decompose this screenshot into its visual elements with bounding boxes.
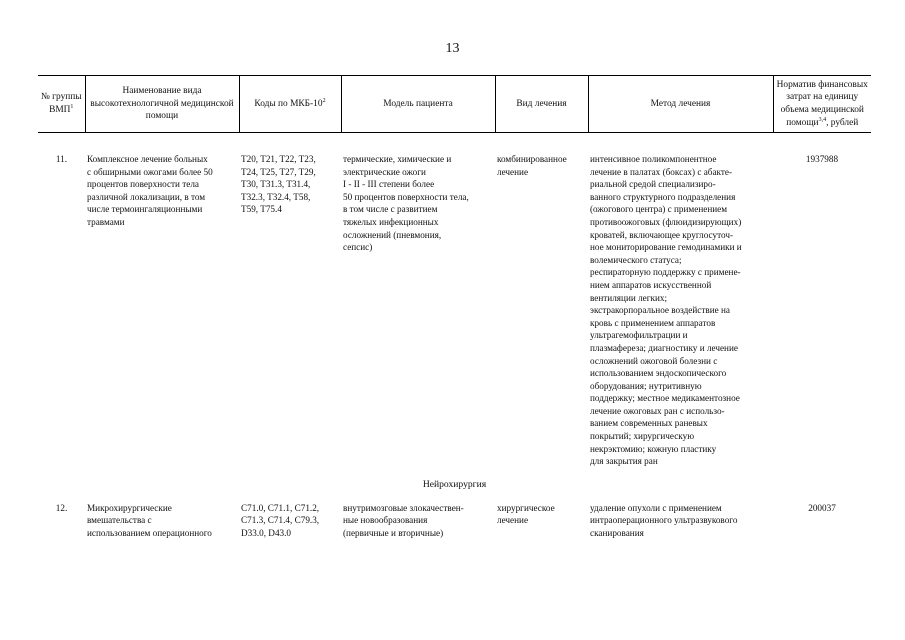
header-group-no: № группы ВМП$^1$ — [38, 76, 85, 133]
type-name — [85, 153, 239, 468]
treatment-type — [495, 153, 588, 468]
cell-line: использованием эндоскопического — [590, 368, 727, 379]
cell-line: T59, T75.4 — [241, 204, 282, 215]
cell-line: 50 процентов поверхности тела, — [343, 191, 469, 202]
cell-line: числе термоингаляционными — [87, 204, 203, 215]
cell-line: вентиляции легких; — [590, 292, 668, 303]
cell-line: C71.3, C71.4, C79.3, — [241, 515, 320, 526]
table-row — [38, 502, 871, 540]
cell-line: с обширными ожогами более 50 — [87, 166, 213, 177]
icd-codes — [239, 153, 341, 468]
cell-line: лечение — [497, 166, 529, 177]
cell-line: T32.3, T32.4, T58, — [241, 191, 311, 202]
cell-line: сепсис) — [343, 242, 373, 253]
patient-model — [341, 153, 495, 468]
cell-line: респираторную поддержку с примене- — [590, 267, 741, 278]
icd-codes — [239, 502, 341, 540]
cell-line: травмами — [87, 216, 125, 227]
cell-line: вмешательства с — [87, 515, 152, 526]
cell-line: поддержку; местное медикаментозное — [590, 393, 740, 404]
cell-line: интраоперационного ультразвукового — [590, 515, 738, 526]
header-cost-norm: Норматив финансовых затрат на единицу объема медицинской помощи$^{3,4}$, рублей — [773, 76, 871, 133]
type-name — [85, 502, 239, 540]
cell-line: в том числе с развитием — [343, 204, 438, 215]
cell-line: нием аппаратов искусственной — [590, 279, 712, 290]
table-row — [38, 153, 871, 468]
treatment-method — [588, 153, 773, 468]
cell-line: (ожогового центра) с применением — [590, 204, 728, 215]
cell-line: лечение ожоговых ран с использо- — [590, 405, 725, 416]
cell-line: осложнений ожоговой болезни с — [590, 355, 718, 366]
vmp-table — [38, 75, 871, 540]
cell-line: внутримозговые злокачествен- — [343, 502, 464, 513]
cell-line: покрытий; хирургическую — [590, 431, 695, 442]
cell-line: кровь с применением аппаратов — [590, 317, 716, 328]
cell-line: процентов поверхности тела — [87, 179, 199, 190]
cell-line: ванием современных раневых — [590, 418, 708, 429]
header-row — [38, 76, 871, 133]
cell-line: тяжелых инфекционных — [343, 216, 439, 227]
cell-line: T24, T25, T27, T29, — [241, 166, 316, 177]
cell-line: экстракорпоральное воздействие на — [590, 305, 730, 316]
cost-norm: 1937988 — [805, 154, 839, 164]
cell-line: Микрохирургические — [87, 502, 172, 513]
cell-line: оборудования; нутритивную — [590, 380, 702, 391]
treatment-type — [495, 502, 588, 540]
cell-line: C71.0, C71.1, C71.2, — [241, 502, 320, 513]
cell-line: лечение в палатах (боксах) с абакте- — [590, 166, 733, 177]
cell-line: ванного структурного подразделения — [590, 191, 736, 202]
cell-line: I - II - III степени более — [343, 179, 435, 190]
cell-line: хирургическое — [497, 502, 555, 513]
cell-line: использованием операционного — [87, 528, 212, 539]
cell-line: (первичные и вторичные) — [343, 528, 444, 539]
cell-line: кроватей, включающее круглосуточ- — [590, 229, 734, 240]
cell-line: осложнений (пневмония, — [343, 229, 442, 240]
cell-line: удаление опухоли с применением — [590, 502, 722, 513]
cell-line: T20, T21, T22, T23, — [241, 154, 316, 164]
cost-norm: 200037 — [808, 502, 836, 513]
cell-line: интенсивное поликомпонентное — [590, 154, 717, 164]
cell-line: ное мониторирование гемодинамики и — [590, 242, 742, 253]
cell-line: D33.0, D43.0 — [241, 528, 292, 539]
cell-line: различной локализации, в том — [87, 191, 206, 202]
section-title: Нейрохирургия — [422, 478, 487, 490]
group-no: 11. — [55, 154, 68, 164]
cell-line: термические, химические и — [343, 154, 452, 164]
cell-line: риальной средой специализиро- — [590, 179, 716, 190]
cell-line: для закрытия ран — [590, 456, 658, 467]
cell-line: электрические ожоги — [343, 166, 426, 177]
group-no: 12. — [55, 502, 68, 513]
cell-line: T30, T31.3, T31.4, — [241, 179, 311, 190]
header-patient-model: Модель пациента — [341, 76, 495, 133]
cell-line: Комплексное лечение больных — [87, 154, 208, 164]
header-type-name: Наименование вида высокотехнологичной медицинской помощи — [85, 76, 239, 133]
cell-line: некрэктомию; кожную пластику — [590, 443, 717, 454]
header-treatment-type: Вид лечения — [495, 76, 588, 133]
cell-line: сканирования — [590, 528, 644, 539]
cell-line: противоожоговых (флюидизирующих) — [590, 216, 742, 227]
cell-line: ные новообразования — [343, 515, 428, 526]
cell-line: плазмафереза; диагностику и лечение — [590, 342, 738, 353]
cell-line: лечение — [497, 515, 529, 526]
patient-model — [341, 502, 495, 540]
section-row — [38, 468, 871, 502]
cell-line: волемического статуса; — [590, 254, 682, 265]
treatment-method — [588, 502, 773, 540]
header-icd-codes: Коды по МКБ-$10^2$ — [239, 76, 341, 133]
page-number: 13 — [445, 41, 460, 56]
cell-line: ультрагемофильтрации и — [590, 330, 688, 341]
cell-line: комбинированное — [497, 154, 567, 164]
header-treatment-method: Метод лечения — [588, 76, 773, 133]
